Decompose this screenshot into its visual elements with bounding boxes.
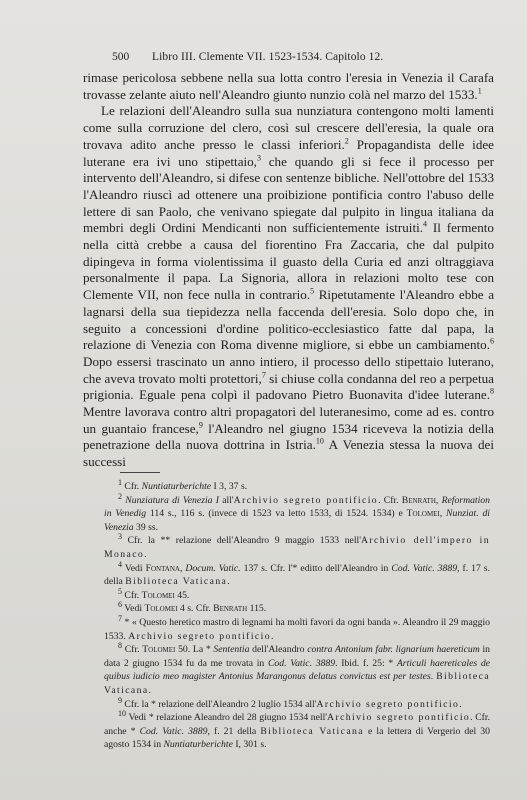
running-head: Libro III. Clemente VII. 1523-1534. Capitolo 12. xyxy=(152,51,384,63)
footnote-archive: Biblioteca Vaticana xyxy=(260,725,364,737)
text-segment: Ripetutamente l'Aleandro ebbe a lagnarsi della sua tiepidezza nella faccenda dell'eresia. Solo dopo che, in seguito a concessioni d'ordine politico-ecclesiastico fatte dal papa, la relazione di Venezia con Roma divenne migliore, si ebbe un cambiamento. xyxy=(83,287,495,353)
footnote-ref: 7 xyxy=(261,370,266,380)
footnote-text: Vedi * relazione Aleandro del 28 giugno 1534 nell' xyxy=(128,712,328,724)
text-segment: che quando gli si fece il processo per intervento dell'Aleandro, si difese con sentenze bibliche. Nell'ottobre del 1533 l'Aleandro riuscì ad ottenere una proibizione pontificia contro l'abuso delle lettere di san Paolo, che venivano spiegate dal pulpito in lingua italiana da membri degli Ordini Mendicanti non sufficientemente istruiti. xyxy=(83,153,495,236)
footnote-text: . xyxy=(430,671,437,683)
footnote-text: , f. 17 s. della xyxy=(104,562,490,588)
footnote-text: . Cfr. anche * xyxy=(104,712,490,737)
footnote-text: . xyxy=(459,698,462,710)
footnote-text: 114 s., 116 s. (invece di 1523 va letto 1533, di 1524. 1534) e xyxy=(146,508,407,520)
text-segment: Il fermento nella città crebbe a causa del fiorentino Fra Zaccaria, che dal pulpito dipingeva in forma violentissima il guasto della Curia ed anzi oltraggiava personalmente il papa. La Signoria, allora in relazioni molto tese con Clemente VII, non fece nulla in contrario. xyxy=(83,220,494,303)
footnote-text: . Ibid. f. 25: * xyxy=(335,657,397,669)
footnote-title: Cod. Vatic. 3889 xyxy=(267,657,336,669)
footnote-divider xyxy=(120,472,160,473)
footnote-2 xyxy=(104,491,490,535)
footnote-ref: 5 xyxy=(310,286,315,296)
text-segment: A Venezia stessa la nuova dei successi xyxy=(83,437,494,470)
footnote-author: Benrath xyxy=(401,494,436,506)
footnote-title: Nuntiaturberichte xyxy=(163,739,233,751)
footnote-ref: 4 xyxy=(423,219,427,229)
footnote-text: dell'Aleandro xyxy=(249,644,308,656)
footnote-number: 9 xyxy=(118,695,122,705)
footnote-ref: 1 xyxy=(477,86,482,96)
text-segment: Dopo essersi trascinato un anno intiero, il processo dello stipettaio luterano, che aveva trovato molti protettori, xyxy=(83,353,494,386)
footnote-8 xyxy=(104,640,491,697)
footnote-title: Nunziatura di Venezia I xyxy=(125,494,219,506)
footnote-number: 6 xyxy=(118,600,122,610)
page-number: 500 xyxy=(112,51,130,63)
footnote-text: I, 301 s. xyxy=(232,739,267,751)
footnote-text: , xyxy=(439,508,447,520)
footnote-text: , xyxy=(435,494,442,506)
footnote-9 xyxy=(104,695,490,712)
footnote-title: Docum. Vatic. xyxy=(185,562,241,574)
footnote-ref: 8 xyxy=(490,387,494,396)
footnote-text: . xyxy=(144,548,147,560)
text-segment: rimase pericolosa sebbene nella sua lotta contro l'eresia in Venezia il Carafa trovasse zelante aiuto nell'Aleandro giunto nunzio colà nel marzo del 1533. xyxy=(83,70,494,102)
footnote-number: 10 xyxy=(118,708,126,718)
footnote-text: 4 s. Cfr. xyxy=(177,603,214,615)
footnote-author: Fontana xyxy=(145,562,180,574)
footnote-title: Reformation in Venedig xyxy=(104,494,490,520)
footnote-text: . xyxy=(148,684,151,696)
footnote-10 xyxy=(104,708,490,752)
footnote-archive: Archivio segreto pontificio xyxy=(316,698,460,710)
footnote-ref: 3 xyxy=(256,153,261,163)
footnote-archive: Archivio segreto pontificio xyxy=(327,712,471,724)
running-header xyxy=(112,50,502,64)
footnote-archive: Biblioteca Vaticana xyxy=(125,576,228,588)
footnote-author: Tolomei xyxy=(142,644,176,656)
footnote-ref: 2 xyxy=(344,136,349,146)
footnote-title: Sententia xyxy=(213,644,250,656)
footnote-text: all' xyxy=(218,494,234,506)
footnote-text: 50. La * xyxy=(175,644,214,656)
footnotes xyxy=(104,477,491,752)
text-segment: Le relazioni dell'Aleandro sulla sua nunziatura contengono molti lamenti come sulla corruzione del clero, così sul crescere dell'eresia, la quale ora trovava adito anche presso le classi inferiori. xyxy=(83,103,494,152)
footnote-text: Cfr. la * relazione dell'Aleandro 2 luglio 1534 all' xyxy=(124,698,317,710)
main-text xyxy=(83,70,494,471)
footnote-number: 4 xyxy=(118,559,122,569)
footnote-6 xyxy=(104,602,490,616)
footnote-5 xyxy=(104,586,490,603)
footnote-text: Vedi xyxy=(124,603,145,615)
footnote-text: 45. xyxy=(174,589,190,601)
footnote-text: 137 s. Cfr. l'* editto dell'Aleandro in xyxy=(240,562,392,574)
footnote-number: 2 xyxy=(118,491,122,501)
footnote-title: Cod. Vatic. 3889 xyxy=(139,725,208,737)
text-segment: Propagandista delle idee luterane era ivi uno stipettaio, xyxy=(83,136,494,169)
footnote-text: . xyxy=(270,630,274,642)
footnote-4 xyxy=(104,559,490,589)
footnote-number: 1 xyxy=(118,477,122,487)
paragraph-2 xyxy=(83,103,494,470)
footnote-text: Cfr. xyxy=(124,644,143,656)
footnote-text: 115. xyxy=(247,603,267,615)
footnote-title: Nuntiaturberichte xyxy=(141,481,212,492)
footnote-title: Cod. Vatic. 3889 xyxy=(391,562,458,574)
footnote-text: e la lettera di Vergerio del 30 agosto 1534 in xyxy=(104,725,490,751)
footnote-number: 8 xyxy=(118,640,122,650)
footnote-archive: Archivio dell'impero in Monaco xyxy=(104,535,491,560)
footnote-ref: 9 xyxy=(198,420,203,430)
footnote-archive: Biblioteca Vaticana xyxy=(104,671,491,696)
footnote-title: Nunziat. di Venezia xyxy=(104,508,490,533)
footnote-text: Cfr. xyxy=(124,481,142,492)
footnote-text: Cfr. la ** relazione dell'Aleandro 9 maggio 1533 nell' xyxy=(127,535,361,547)
footnote-title: contra Antonium fabr. lignarium haereticum xyxy=(307,644,480,656)
footnote-archive: Archivio segreto pontificio xyxy=(233,494,379,506)
paragraph-1 xyxy=(83,70,494,103)
footnote-text: , f. 21 della xyxy=(207,725,261,737)
footnote-title: Articuli haereticales de quibus iudicio meo magister Antonius Marangonus delatus convictus est per testes xyxy=(104,657,490,683)
footnote-author: Tolomei xyxy=(141,589,175,601)
footnote-number: 3 xyxy=(118,532,122,542)
footnote-text: Cfr. xyxy=(124,589,142,601)
text-segment: si chiuse colla condanna del reo a perpetua prigionia. Eguale pena colpì il padovano Pietro Buonavita d'idee luterane. xyxy=(83,370,494,403)
footnote-ref: 10 xyxy=(315,437,324,447)
footnote-text: . Cfr. xyxy=(378,494,402,506)
footnote-ref: 6 xyxy=(490,336,494,346)
footnote-text: I 3, 37 s. xyxy=(211,481,248,492)
footnote-text: 39 ss. xyxy=(133,521,159,533)
footnote-text: in data 2 giugno 1534 fu da me trovata in xyxy=(104,644,490,669)
footnote-archive: Archivio segreto pontificio xyxy=(128,630,271,642)
footnote-text: . xyxy=(227,576,230,588)
footnote-text: * « Questo heretico mastro di legnami ha molti favori da ogni banda ». Aleandro il 29 maggio 1533. xyxy=(104,616,490,642)
footnote-text: , xyxy=(179,562,186,574)
text-segment: Mentre lavorava contro altri propagatori del luteranesimo, come ad es. contro un guantaio francese, xyxy=(83,404,494,436)
footnote-number: 5 xyxy=(118,586,122,596)
footnote-1 xyxy=(104,477,490,494)
footnote-author: Benrath xyxy=(213,603,248,615)
footnote-3 xyxy=(104,534,490,561)
footnote-author: Tolomei xyxy=(406,508,440,520)
footnote-number: 7 xyxy=(118,613,122,623)
footnote-text: Vedi xyxy=(124,562,146,574)
text-segment: l'Aleandro nel giugno 1534 riceveva la notizia della penetrazione della nuova dottrina in Istria. xyxy=(83,420,494,453)
footnote-author: Tolomei xyxy=(144,603,178,615)
footnote-7 xyxy=(104,613,490,643)
